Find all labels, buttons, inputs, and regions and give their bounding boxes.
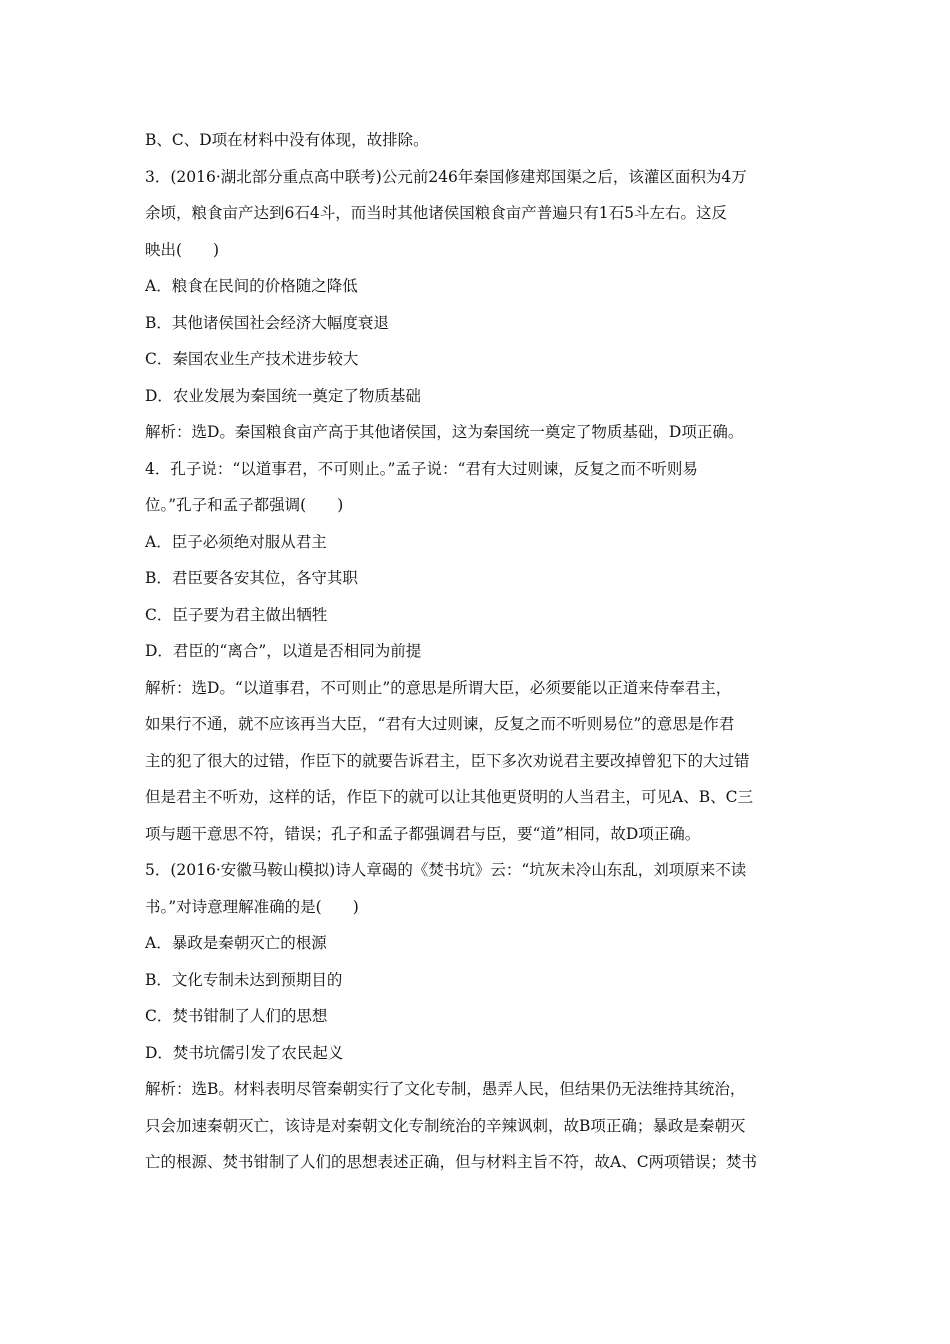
text-line: 只会加速秦朝灭亡，该诗是对秦朝文化专制统治的辛辣讽刺，故B项正确；暴政是秦朝灭 xyxy=(145,1116,746,1135)
text-line: 项与题干意思不符，错误；孔子和孟子都强调君与臣，要“道”相同，故D项正确。 xyxy=(145,824,701,843)
document-body xyxy=(145,122,810,1181)
text-line: 如果行不通，就不应该再当大臣，“君有大过则谏，反复之而不听则易位”的意思是作君 xyxy=(145,715,735,733)
question-4-stem: 4．孔子说：“以道事君，不可则止。”孟子说：“君有大过则谏，反复之而不听则易 xyxy=(145,459,698,478)
text-line: 主的犯了很大的过错，作臣下的就要告诉君主，臣下多次劝说君主要改掉曾犯下的大过错 xyxy=(145,751,750,770)
text-line: 亡的根源、焚书钳制了人们的思想表述正确，但与材料主旨不符，故A、C两项错误；焚书 xyxy=(145,1153,758,1171)
option-d: D．焚书坑儒引发了农民起义 xyxy=(145,1043,344,1062)
option-b: B．文化专制未达到预期目的 xyxy=(145,970,343,989)
option-a: A．暴政是秦朝灭亡的根源 xyxy=(145,934,327,952)
text-line: B、C、D项在材料中没有体现，故排除。 xyxy=(145,131,429,149)
question-3-stem: 3．(2016·湖北部分重点高中联考)公元前246年秦国修建郑国渠之后，该灌区面积为4万 xyxy=(145,167,747,186)
answer-explanation: 解析：选D。“以道事君，不可则止”的意思是所谓大臣，必须要能以正道来侍奉君主， xyxy=(145,678,732,697)
text-line: 位。”孔子和孟子都强调( ) xyxy=(145,496,344,514)
option-b: B．其他诸侯国社会经济大幅度衰退 xyxy=(145,313,389,332)
answer-explanation: 解析：选D。秦国粮食亩产高于其他诸侯国，这为秦国统一奠定了物质基础，D项正确。 xyxy=(145,423,744,441)
option-c: C．焚书钳制了人们的思想 xyxy=(145,1007,328,1025)
text-line: 余顷，粮食亩产达到6石4斗，而当时其他诸侯国粮食亩产普遍只有1石5斗左右。这反 xyxy=(145,204,727,222)
option-c: C．臣子要为君主做出牺牲 xyxy=(145,605,328,624)
option-a: A．粮食在民间的价格随之降低 xyxy=(145,277,358,295)
text-line: 但是君主不听劝，这样的话，作臣下的就可以让其他更贤明的人当君主，可见A、B、C三 xyxy=(145,788,753,806)
option-d: D．农业发展为秦国统一奠定了物质基础 xyxy=(145,386,421,405)
answer-explanation: 解析：选B。材料表明尽管秦朝实行了文化专制，愚弄人民，但结果仍无法维持其统治， xyxy=(145,1080,746,1098)
text-line: 书。”对诗意理解准确的是( ) xyxy=(145,897,359,916)
question-5-stem: 5．(2016·安徽马鞍山模拟)诗人章碣的《焚书坑》云：“坑灰未冷山东乱，刘项原来不读 xyxy=(145,861,747,879)
option-d: D．君臣的“离合”，以道是否相同为前提 xyxy=(145,642,422,660)
option-c: C．秦国农业生产技术进步较大 xyxy=(145,350,359,368)
text-line: 映出( ) xyxy=(145,240,220,259)
option-a: A．臣子必须绝对服从君主 xyxy=(145,532,327,551)
option-b: B．君臣要各安其位，各守其职 xyxy=(145,569,358,587)
